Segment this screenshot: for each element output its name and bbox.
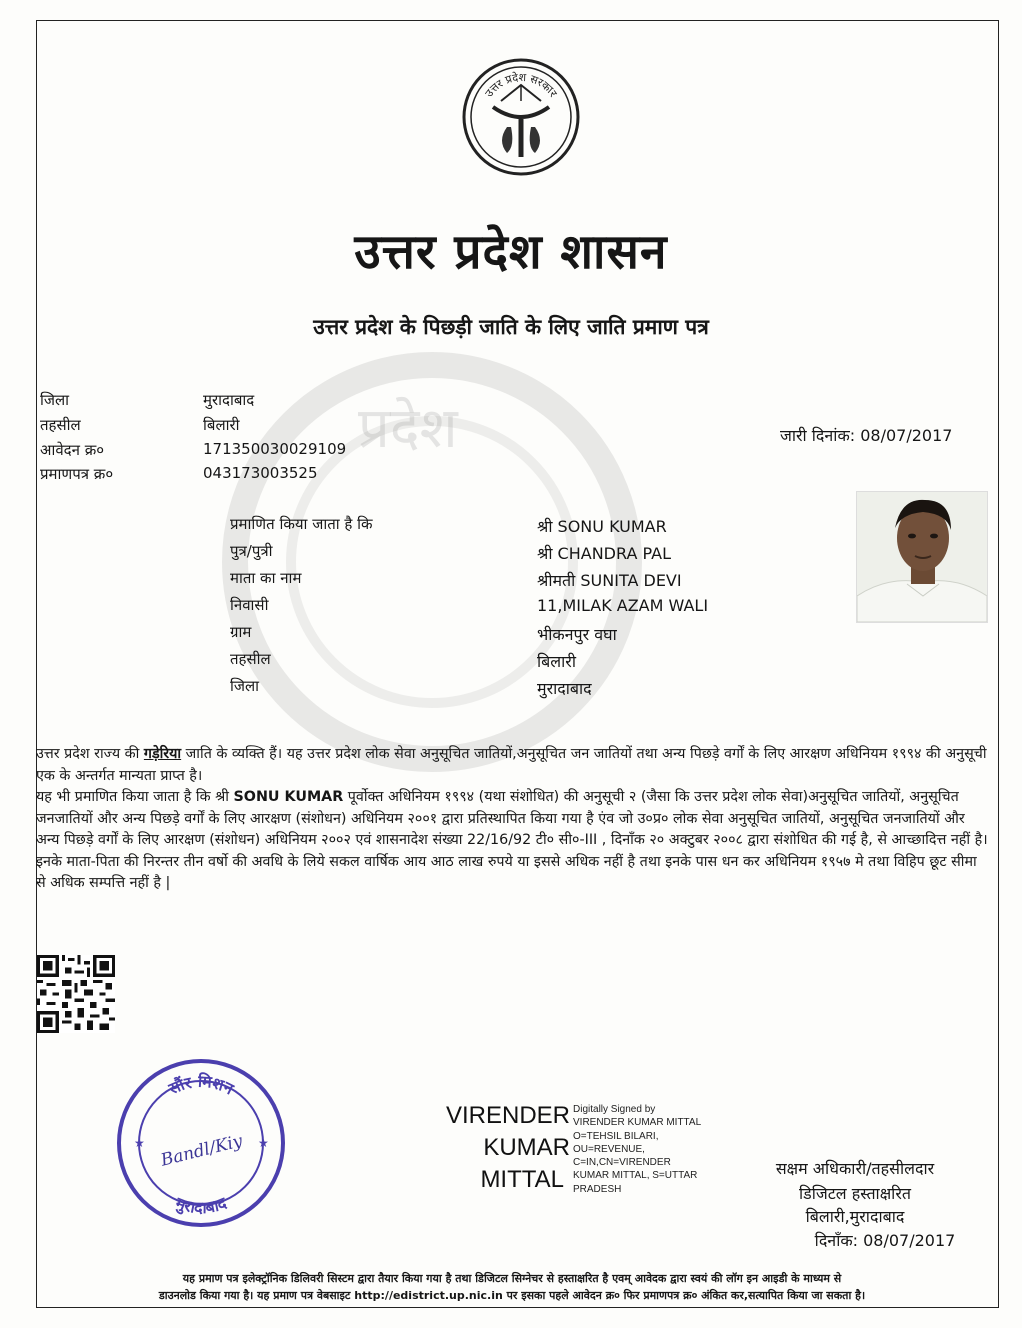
qr-code bbox=[37, 955, 115, 1033]
certificate-body bbox=[36, 744, 988, 895]
footer-note: यह प्रमाण पत्र इलेक्ट्रॉनिक डिलिवरी सिस्टम द्वारा तैयार किया गया है तथा डिजिटल सिग्नेचर से हस्ताक्षरित है एवम् आवेदक द्वारा स्वयं की लॉग इन आइडी के माध्यम से डाउनलोड किया गया है। यह प्रमाण पत्र वेबसाइट http://edistrict.up.nic.in पर इसका पहले आवेदन क्र० फिर प्रमाणपत्र क्र० अंकित कर,सत्यापित किया जा सकता है। bbox=[158, 1272, 866, 1302]
detail-value-name: श्री SONU KUMAR bbox=[537, 517, 667, 536]
digitally-signed-note: डिजिटल हस्ताक्षरित bbox=[799, 1184, 911, 1203]
detail-label-son-daughter: पुत्र/पुत्री bbox=[230, 542, 273, 560]
svg-text:Bandl/Kiy: Bandl/Kiy bbox=[158, 1131, 245, 1171]
applicant-photo bbox=[856, 491, 988, 623]
svg-text:उत्तर प्रदेश सरकार: उत्तर प्रदेश सरकार bbox=[482, 70, 560, 100]
up-government-emblem bbox=[461, 57, 581, 177]
page-title: उत्तर प्रदेश शासन bbox=[354, 224, 668, 280]
signed-date: दिनाँक: 08/07/2017 bbox=[814, 1231, 956, 1250]
svg-text:★: ★ bbox=[134, 1136, 145, 1150]
detail-value-village: भीकनपुर वघा bbox=[537, 625, 617, 644]
certificate-subtitle: उत्तर प्रदेश के पिछड़ी जाति के लिए जाति प्रमाण पत्र bbox=[313, 315, 709, 339]
application-no-value: 171350030029109 bbox=[203, 440, 347, 458]
district-label: जिला bbox=[40, 391, 70, 409]
detail-label-district: जिला bbox=[230, 677, 260, 695]
officer-place: बिलारी,मुरादाबाद bbox=[805, 1207, 905, 1226]
application-no-label: आवेदन क्र० bbox=[40, 441, 105, 459]
issue-date: जारी दिनांक: 08/07/2017 bbox=[780, 426, 953, 445]
certificate-no-value: 043173003525 bbox=[203, 464, 318, 482]
svg-text:★: ★ bbox=[258, 1136, 269, 1150]
signer-name-line-3: MITTAL bbox=[480, 1166, 564, 1193]
detail-value-mother: श्रीमती SUNITA DEVI bbox=[537, 571, 682, 590]
detail-label-certified: प्रमाणित किया जाता है कि bbox=[230, 515, 373, 533]
detail-label-resident: निवासी bbox=[230, 596, 269, 614]
district-value: मुरादाबाद bbox=[203, 391, 255, 409]
tehsil-value: बिलारी bbox=[203, 416, 240, 434]
tehsil-label: तहसील bbox=[40, 416, 81, 434]
svg-text:सौंर मिशन: सौंर मिशन bbox=[165, 1071, 237, 1099]
detail-value-tehsil: बिलारी bbox=[537, 652, 576, 671]
signer-name-line-2: KUMAR bbox=[483, 1134, 570, 1161]
detail-label-tehsil: तहसील bbox=[230, 650, 271, 668]
detail-label-village: ग्राम bbox=[230, 623, 252, 641]
detail-value-address: 11,MILAK AZAM WALI bbox=[537, 596, 709, 615]
digital-signature-details: Digitally Signed by VIRENDER KUMAR MITTAL O=TEHSIL BILARI, OU=REVENUE, C=IN,CN=VIRENDER KUMAR MITTAL, S=UTTAR PRADESH bbox=[573, 1104, 702, 1195]
applicant-name-inline: SONU KUMAR bbox=[233, 789, 344, 805]
svg-text:मुरादाबाद: मुरादाबाद bbox=[173, 1193, 230, 1218]
signer-name-line-1: VIRENDER bbox=[445, 1102, 570, 1129]
officer-title: सक्षम अधिकारी/तहसीलदार bbox=[775, 1159, 935, 1178]
watermark-emblem: प्रदेश bbox=[222, 352, 642, 772]
body-paragraph-creamy-layer: यह भी प्रमाणित किया जाता है कि श्री SONU KUMAR पूर्वोक्त अधिनियम १९९४ (यथा संशोधित) की अनुसूची २ (जैसा कि उत्तर प्रदेश लोक सेवा)अनुसूचित जातियों, अनुसूचित जनजातियों और अन्य पिछड़े वर्गों के लिए आरक्षण (संशोधन) अधिनियम २००१ द्वारा प्रतिस्थापित किया गया है एंव जो उ०प्र० लोक सेवा अनुसूचित जातियों, अनुसूचित जनजातियों और अन्य पिछड़े वर्गों के लिए आरक्षण (संशोधन) अधिनियम २००२ एवं शासनादेश संख्या 22/16/92 टी० सी०-III , दिनाँक २० अक्टुबर २००८ द्वारा संशोधित की गई है, से आच्छादित्त नहीं है।इनके माता-पिता की निरन्तर तीन वर्षो की अवधि के लिये सकल वार्षिक आय आठ लाख रुपये या इससे अधिक नहीं है तथा इनके पास धन कर अधिनियम १९५७ मे तथा विहिप छूट सीमा से अधिक सम्पत्ति नहीं है | bbox=[36, 789, 988, 891]
detail-value-district: मुरादाबाद bbox=[537, 679, 592, 698]
official-seal-stamp bbox=[110, 1052, 292, 1234]
certificate-no-label: प्रमाणपत्र क्र० bbox=[40, 465, 114, 483]
caste-name: गड़ेरिया bbox=[143, 746, 182, 762]
body-paragraph-caste: उत्तर प्रदेश राज्य की गड़ेरिया जाति के व्यक्ति हैं। यह उत्तर प्रदेश लोक सेवा अनुसूचित जातियों,अनुसूचित जन जातियों तथा अन्य पिछड़े वर्गों के लिए आरक्षण अधिनियम १९९४ की अनुसूची एक के अन्तर्गत मान्यता प्राप्त है। bbox=[36, 746, 987, 784]
detail-value-father: श्री CHANDRA PAL bbox=[537, 544, 671, 563]
detail-label-mother: माता का नाम bbox=[230, 569, 302, 587]
